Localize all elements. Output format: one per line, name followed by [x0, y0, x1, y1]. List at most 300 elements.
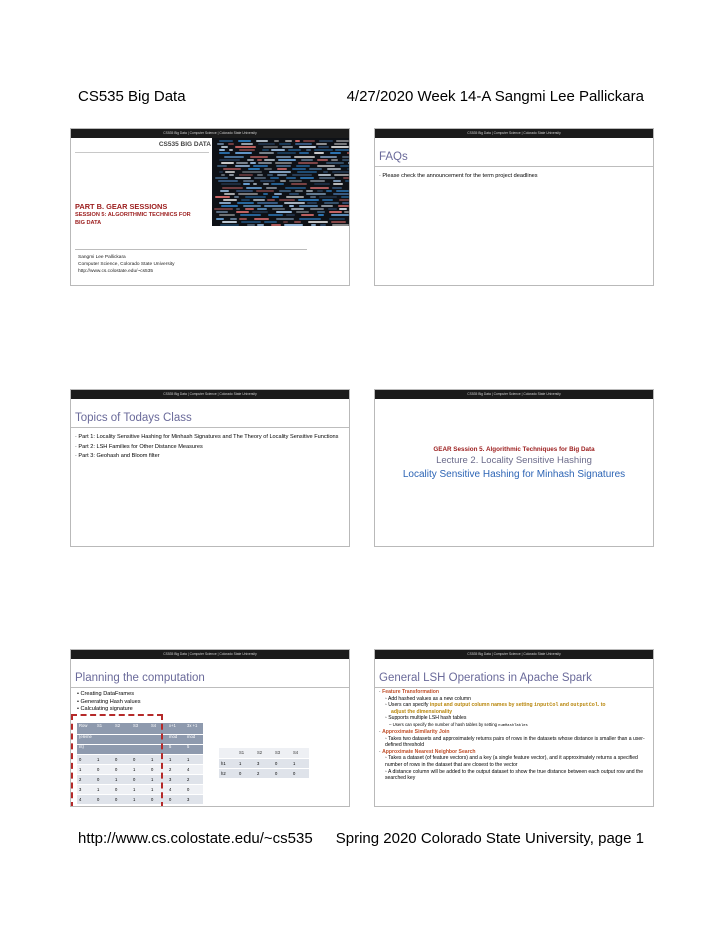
- bullet-item: · Part 1: Locality Sensitive Hashing for Minhash Signatures and The Theory of Locality Sensitive Functions: [75, 434, 339, 440]
- table-cell: 0: [113, 784, 131, 794]
- code-streak: [262, 149, 269, 151]
- code-streak: [271, 183, 284, 185]
- bullet-item: · Please check the announcement for the term project deadlines: [379, 173, 538, 179]
- code-text: outputCol: [570, 702, 598, 709]
- code-streak: [277, 168, 287, 170]
- slide-title: Topics of Todays Class: [75, 412, 192, 424]
- code-streak: [219, 149, 225, 151]
- code-streak: [291, 183, 307, 185]
- code-streak: [299, 218, 321, 220]
- bullet-text: Calculating signature: [80, 706, 133, 713]
- code-streak: [333, 180, 341, 182]
- bullet-item: · Approximate Similarity Join: [379, 728, 450, 735]
- table-cell: 3: [255, 758, 273, 768]
- code-streak: [238, 193, 258, 195]
- code-streak: [334, 143, 346, 145]
- code-streak: [284, 224, 303, 226]
- code-streak: [339, 208, 347, 210]
- code-streak: [223, 168, 241, 170]
- code-streak: [241, 221, 261, 223]
- code-streak: [347, 168, 349, 170]
- table-cell: 0: [185, 784, 203, 794]
- bullet-text: Part 3: Geohash and Bloom filter: [78, 453, 160, 460]
- bullet-heading: Approximate Nearest Neighbor Search: [382, 748, 476, 755]
- code-streak: [260, 180, 274, 182]
- code-streak: [241, 199, 250, 201]
- header-cell: S2: [113, 723, 131, 734]
- code-streak: [288, 149, 301, 151]
- sub-bullet: ◦ A distance column will be added to the output dataset to show the true distance between each output row and the searched key: [385, 768, 644, 782]
- code-streak: [303, 140, 315, 142]
- code-streak: [221, 183, 241, 185]
- code-streak: [318, 146, 328, 148]
- bullet-list: [77, 691, 343, 714]
- bullet-heading: Approximate Similarity Join: [382, 728, 450, 735]
- bullet-text: Creating DataFrames: [80, 691, 134, 697]
- table-cell: 1: [185, 754, 203, 764]
- page-number: Spring 2020 Colorado State University, page 1: [335, 830, 644, 847]
- code-streak: [278, 159, 295, 161]
- code-streak: [317, 211, 325, 213]
- code-streak: [310, 208, 324, 210]
- course-url: http://www.cs.colostate.edu/~cs535: [78, 830, 313, 847]
- code-streak: [258, 143, 276, 145]
- code-streak: [286, 177, 296, 179]
- code-streak: [295, 190, 304, 192]
- code-streak: [217, 165, 227, 167]
- code-streak: [310, 196, 316, 198]
- code-streak: [257, 202, 278, 204]
- code-streak: [300, 177, 314, 179]
- table-cell: 0: [113, 764, 131, 774]
- divider: [75, 152, 209, 153]
- slide-planning: [70, 649, 350, 807]
- table-cell: 3: [185, 794, 203, 804]
- code-streak: [344, 211, 349, 213]
- code-streak: [295, 140, 300, 142]
- code-streak: [236, 208, 240, 210]
- header-cell: 5: [167, 744, 185, 754]
- code-streak: [224, 156, 244, 158]
- code-streak: [247, 159, 254, 161]
- table-header-row: [219, 748, 309, 758]
- code-streak: [219, 202, 230, 204]
- code-streak: [277, 174, 287, 176]
- code-streak: [271, 224, 281, 226]
- code-streak: [266, 187, 277, 189]
- slide-section-title: [374, 389, 654, 547]
- header-cell: (eleme: [77, 734, 95, 744]
- code-streak: [236, 211, 249, 213]
- code-streak: [331, 214, 349, 216]
- code-streak: [253, 183, 257, 185]
- code-streak: [229, 149, 233, 151]
- code-streak: [247, 224, 255, 226]
- code-streak: [326, 190, 333, 192]
- session-title-line: BIG DATA: [75, 219, 102, 226]
- code-streak: [219, 152, 230, 154]
- highlight-box: [71, 714, 163, 807]
- code-streak: [339, 199, 349, 201]
- code-streak: [236, 190, 253, 192]
- code-streak: [298, 199, 320, 201]
- slide-lsh-operations: [374, 649, 654, 807]
- code-streak: [220, 224, 239, 226]
- code-streak: [321, 205, 333, 207]
- code-streak: [317, 165, 334, 167]
- code-streak: [319, 177, 336, 179]
- code-streak: [239, 174, 253, 176]
- code-streak: [282, 146, 292, 148]
- table-cell: 2: [77, 774, 95, 784]
- header-cell: S3: [131, 723, 149, 734]
- code-streak: [235, 165, 250, 167]
- code-streak: [329, 218, 345, 220]
- cover-label: CS535 BIG DATA: [158, 141, 211, 148]
- table-cell: 1: [77, 764, 95, 774]
- code-streak: [279, 190, 291, 192]
- code-streak: [336, 140, 349, 142]
- code-streak: [225, 171, 234, 173]
- code-streak: [320, 224, 327, 226]
- code-streak: [286, 214, 295, 216]
- code-text: inputCol: [534, 702, 559, 709]
- header-cell: mod: [185, 734, 203, 744]
- bullet-text: A distance column will be added to the output dataset to show the true distance between each output row and the searched key: [385, 768, 644, 782]
- lecture-name: Lecture 2. Locality Sensitive Hashing: [436, 455, 592, 466]
- table-cell: 4: [77, 794, 95, 804]
- code-streak: [276, 211, 292, 213]
- table-cell: 0: [95, 764, 113, 774]
- code-streak: [306, 193, 326, 195]
- lecture-date: 4/27/2020 Week 14-A Sangmi Lee Pallickara: [346, 88, 644, 105]
- code-streak: [256, 190, 274, 192]
- slide-topics: [70, 389, 350, 547]
- code-streak: [323, 171, 328, 173]
- code-streak: [276, 165, 291, 167]
- bullet-item: · Part 3: Geohash and Bloom filter: [75, 453, 160, 460]
- table-row: [219, 768, 309, 778]
- code-streak: [253, 165, 268, 167]
- highlight-text: and: [558, 702, 571, 709]
- code-streak: [332, 224, 349, 226]
- slide-bar: CS535 Big Data | Computer Science | Colorado State University: [71, 390, 349, 399]
- table-cell: h1: [219, 758, 237, 768]
- divider: [375, 687, 653, 688]
- code-streak: [284, 202, 305, 204]
- highlight-text: input and output column names by setting: [429, 702, 534, 709]
- code-streak: [310, 180, 325, 182]
- table-cell: 0: [237, 768, 255, 778]
- code-streak: [263, 193, 268, 195]
- code-streak: [250, 156, 268, 158]
- code-streak: [319, 140, 333, 142]
- code-streak: [264, 159, 275, 161]
- bullet-text: Part 2: LSH Families for Other Distance Measures: [78, 443, 203, 450]
- code-streak: [257, 159, 261, 161]
- code-streak: [297, 171, 317, 173]
- code-streak: [279, 143, 291, 145]
- table-cell: 2: [185, 774, 203, 784]
- bullet-list: [379, 689, 647, 782]
- code-streak: [331, 221, 346, 223]
- code-streak: [333, 183, 343, 185]
- sub-bullet: ◦ Takes a dataset (of feature vectors) and a key (a single feature vector), and it approximately returns a specified number of rows in the dataset that are closest to the vector: [385, 755, 638, 769]
- slide-bar: CS535 Big Data | Computer Science | Colorado State University: [375, 650, 653, 659]
- code-background-image: [212, 138, 350, 226]
- table-cell: 2: [167, 764, 185, 774]
- code-streak: [330, 152, 342, 154]
- code-streak: [322, 199, 334, 201]
- code-streak: [342, 156, 349, 158]
- code-streak: [298, 162, 318, 164]
- code-streak: [264, 221, 277, 223]
- code-streak: [221, 146, 227, 148]
- bullet-item: · Feature Transformation: [379, 689, 440, 695]
- sub-bullet: ◦ Add hashed values as a new column: [385, 695, 471, 702]
- table-cell: 0: [131, 754, 149, 764]
- slide-cover: [70, 128, 350, 286]
- bullet-text: Supports multiple LSH hash tables: [388, 715, 467, 722]
- table-cell: 0: [131, 774, 149, 784]
- divider: [71, 687, 349, 688]
- code-streak: [294, 156, 316, 158]
- code-streak: [254, 177, 266, 179]
- code-streak: [253, 199, 264, 201]
- code-streak: [311, 224, 317, 226]
- code-streak: [314, 152, 325, 154]
- code-streak: [264, 205, 283, 207]
- code-streak: [250, 162, 256, 164]
- table-cell: 0: [149, 764, 167, 774]
- slide-faqs: [374, 128, 654, 286]
- table-cell: 0: [77, 754, 95, 764]
- code-streak: [285, 140, 292, 142]
- code-streak: [342, 202, 349, 204]
- code-streak: [314, 149, 332, 151]
- code-streak: [239, 218, 248, 220]
- code-streak: [294, 221, 302, 223]
- bullet-text: Users can specify the number of hash tables by setting: [392, 722, 499, 728]
- code-streak: [257, 224, 264, 226]
- code-streak: [263, 183, 269, 185]
- table-cell: 0: [95, 794, 113, 804]
- table-cell: 1: [149, 784, 167, 794]
- header-cell: [219, 748, 237, 758]
- code-streak: [241, 143, 253, 145]
- header-cell: Row: [77, 723, 95, 734]
- bullet-text: Takes a dataset (of feature vectors) and a key (a single feature vector), and it approximately returns a specified number of rows in the dataset that are closest to the vector: [385, 755, 638, 769]
- code-streak: [269, 171, 291, 173]
- table-cell: 0: [113, 794, 131, 804]
- code-streak: [235, 146, 256, 148]
- code-streak: [289, 205, 295, 207]
- code-streak: [268, 214, 283, 216]
- code-streak: [221, 162, 233, 164]
- code-streak: [296, 211, 309, 213]
- table-cell: h2: [219, 768, 237, 778]
- code-streak: [317, 159, 329, 161]
- bullet-text: Please check the announcement for the term project deadlines: [382, 173, 538, 179]
- divider: [75, 249, 307, 250]
- table-row: [219, 758, 309, 768]
- code-streak: [245, 196, 266, 198]
- page-header: [78, 88, 644, 112]
- code-streak: [279, 199, 295, 201]
- code-streak: [324, 202, 338, 204]
- author-dept: Computer Science, Colorado State University: [78, 261, 175, 267]
- table-cell: 0: [273, 758, 291, 768]
- code-streak: [219, 140, 233, 142]
- code-streak: [347, 152, 349, 154]
- code-streak: [299, 205, 318, 207]
- code-streak: [318, 174, 330, 176]
- code-streak: [274, 193, 281, 195]
- code-streak: [314, 183, 330, 185]
- code-streak: [280, 180, 286, 182]
- table-cell: 1: [131, 794, 149, 804]
- table-cell: 1: [237, 758, 255, 768]
- code-streak: [235, 152, 252, 154]
- table-cell: 0: [113, 754, 131, 764]
- code-streak: [267, 199, 275, 201]
- divider: [375, 166, 653, 167]
- header-cell: 3x +1: [185, 723, 203, 734]
- code-streak: [235, 177, 251, 179]
- page-footer: [78, 830, 644, 854]
- table-cell: 1: [149, 754, 167, 764]
- code-streak: [229, 174, 234, 176]
- code-streak: [276, 218, 295, 220]
- table-cell: 1: [113, 774, 131, 784]
- code-streak: [267, 174, 273, 176]
- section-heading: [375, 446, 653, 480]
- table-cell: 0: [167, 794, 185, 804]
- table-cell: 2: [255, 768, 273, 778]
- code-streak: [248, 168, 260, 170]
- table-cell: 1: [131, 784, 149, 794]
- code-streak: [316, 143, 328, 145]
- session-title: [75, 212, 209, 227]
- code-streak: [343, 177, 349, 179]
- code-streak: [342, 159, 349, 161]
- code-streak: [289, 180, 302, 182]
- table-cell: 1: [291, 758, 309, 768]
- sub-bullet: ◦ Takes two datasets and approximately returns pairs of rows in the datasets whose distance is smaller than a user-defined threshold: [385, 735, 645, 749]
- code-streak: [254, 218, 268, 220]
- code-streak: [243, 183, 250, 185]
- code-streak: [327, 168, 341, 170]
- code-streak: [319, 196, 338, 198]
- divider: [71, 427, 349, 428]
- code-streak: [277, 152, 297, 154]
- code-streak: [214, 208, 233, 210]
- bullet-text: Users can specify: [388, 702, 430, 709]
- code-streak: [310, 187, 329, 189]
- bullet-item: • Calculating signature: [77, 706, 133, 713]
- code-streak: [240, 214, 261, 216]
- code-streak: [326, 162, 344, 164]
- code-streak: [234, 196, 239, 198]
- sub-bullet: ◦ Users can specify input and output column names by setting inputCol and outputCol. to adjust the dimensionality: [385, 702, 606, 715]
- code-streak: [216, 218, 224, 220]
- table-cell: 1: [167, 754, 185, 764]
- table-cell: 0: [273, 768, 291, 778]
- bullet-text: Part 1: Locality Sensitive Hashing for Minhash Signatures and The Theory of Locality Sensitive Functions: [78, 434, 339, 440]
- code-streak: [296, 165, 310, 167]
- code-streak: [301, 214, 314, 216]
- table-cell: 3: [167, 774, 185, 784]
- bullet-item: • Creating DataFrames: [77, 691, 134, 697]
- code-streak: [328, 208, 337, 210]
- bullet-text: Add hashed values as a new column: [387, 695, 471, 702]
- code-streak: [243, 180, 254, 182]
- code-streak: [224, 193, 235, 195]
- code-streak: [217, 143, 224, 145]
- code-streak: [259, 152, 275, 154]
- code-streak: [219, 214, 235, 216]
- code-streak: [299, 146, 316, 148]
- code-streak: [331, 146, 349, 148]
- code-streak: [222, 187, 243, 189]
- code-streak: [242, 171, 262, 173]
- code-streak: [283, 221, 287, 223]
- code-streak: [276, 156, 291, 158]
- code-streak: [306, 190, 313, 192]
- code-streak: [272, 208, 285, 210]
- table-cell: 0: [149, 794, 167, 804]
- code-streak: [263, 146, 279, 148]
- code-streak: [243, 205, 261, 207]
- code-streak: [329, 211, 342, 213]
- code-streak: [256, 140, 267, 142]
- code-streak: [239, 149, 255, 151]
- bullet-heading: Feature Transformation: [382, 689, 440, 695]
- table-cell: 3: [77, 784, 95, 794]
- table-cell: 1: [149, 774, 167, 784]
- code-streak: [320, 156, 338, 158]
- code-streak: [333, 193, 349, 195]
- header-cell: x+1: [167, 723, 185, 734]
- sub-bullet: ◦ Supports multiple LSH hash tables: [385, 715, 467, 722]
- code-streak: [258, 162, 272, 164]
- code-streak: [274, 140, 279, 142]
- header-cell: S1: [95, 723, 113, 734]
- code-streak: [286, 196, 304, 198]
- code-streak: [257, 208, 267, 210]
- code-streak: [291, 208, 304, 210]
- code-streak: [307, 202, 317, 204]
- session-title-line: SESSION 5: ALGORITHMIC TECHNICS FOR: [75, 212, 191, 218]
- code-streak: [299, 152, 308, 154]
- code-streak: [221, 174, 225, 176]
- code-streak: [222, 221, 237, 223]
- slide-title: Planning the computation: [75, 672, 205, 684]
- code-streak: [272, 196, 278, 198]
- code-streak: [215, 196, 230, 198]
- author-info: [78, 255, 175, 276]
- slide-bar: CS535 Big Data | Computer Science | Colorado State University: [71, 650, 349, 659]
- code-streak: [257, 174, 262, 176]
- code-streak: [237, 202, 253, 204]
- code-streak: [334, 174, 349, 176]
- code-streak: [331, 159, 338, 161]
- code-streak: [317, 190, 323, 192]
- sub-sub-bullet: – Users can specify the number of hash tables by setting numHashTables: [389, 722, 528, 729]
- bullet-text: Takes two datasets and approximately returns pairs of rows in the datasets whose distance is smaller than a user-defined threshold: [385, 735, 645, 749]
- code-streak: [236, 162, 247, 164]
- slide-title: FAQs: [379, 151, 408, 163]
